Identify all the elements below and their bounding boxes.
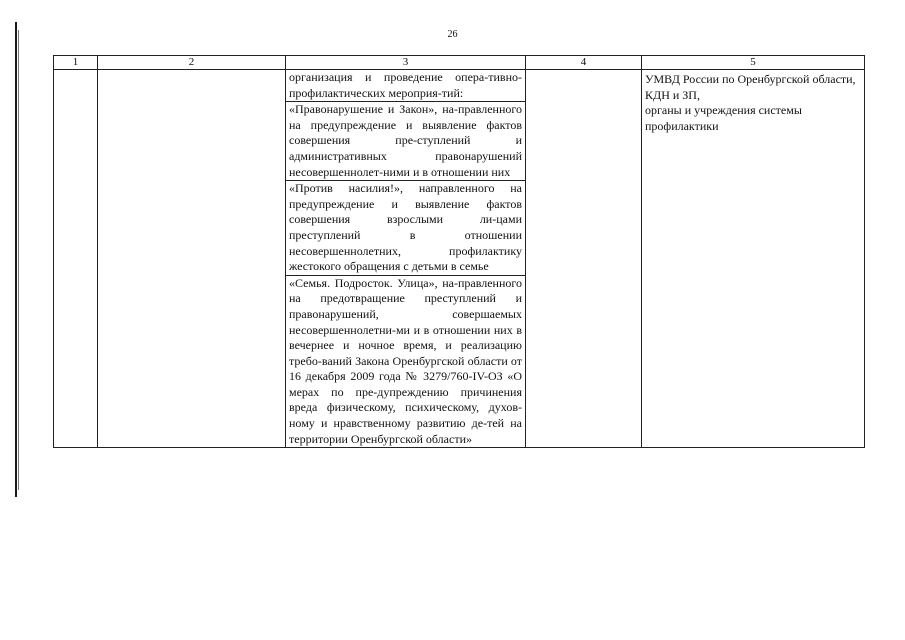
plan-table <box>53 55 865 448</box>
measure-intro: организация и проведение опера-тивно-профилактических мероприя-тий: <box>286 70 525 102</box>
cell-number <box>54 70 98 448</box>
column-header-1: 1 <box>54 56 98 70</box>
cell-responsible <box>642 70 865 448</box>
measure-protiv-nasiliya: «Против насилия!», направленного на предупреждение и выявление фактов совершения взрослыми ли-цами преступлений в отношении несовершеннолетних, профилактику жестокого обращения с детьми в семье <box>286 181 525 276</box>
column-header-3: 3 <box>286 56 526 70</box>
cell-deadline <box>526 70 642 448</box>
scan-edge-line-secondary <box>18 30 19 490</box>
column-header-4: 4 <box>526 56 642 70</box>
cell-name <box>98 70 286 448</box>
measure-semya-podrostok-ulitsa: «Семья. Подросток. Улица», на-правленного на предотвращение преступлений и правонарушений, совершаемых несовершеннолетни-ми и в отношении них в вечернее и ночное время, и реализацию требо-ваний Закона Оренбургской области от 16 декабря 2009 года № 3279/760-IV-ОЗ «О мерах по пре-дупреждению причинения вреда физическому, психическому, духов-ному и нравственному развитию де-тей на территории Оренбургской области» <box>289 275 522 446</box>
scan-edge-line <box>15 22 17 497</box>
measure-pravonarushenie-i-zakon: «Правонарушение и Закон», на-правленного на предупреждение и выявление фактов совершения пре-ступлений и административных правонарушений несовершеннолет-ними и в отношении них <box>286 102 525 181</box>
page-number: 26 <box>447 29 458 40</box>
column-header-2: 2 <box>98 56 286 70</box>
responsible-kdn: КДН и ЗП, <box>645 87 700 102</box>
table-row <box>54 70 865 448</box>
header-row <box>54 56 865 70</box>
cell-measures <box>286 70 526 448</box>
column-header-5: 5 <box>642 56 865 70</box>
responsible-umvd: УМВД России по Оренбургской области, <box>645 72 856 86</box>
responsible-organs: органы и учреждения системы профилактики <box>645 103 802 133</box>
